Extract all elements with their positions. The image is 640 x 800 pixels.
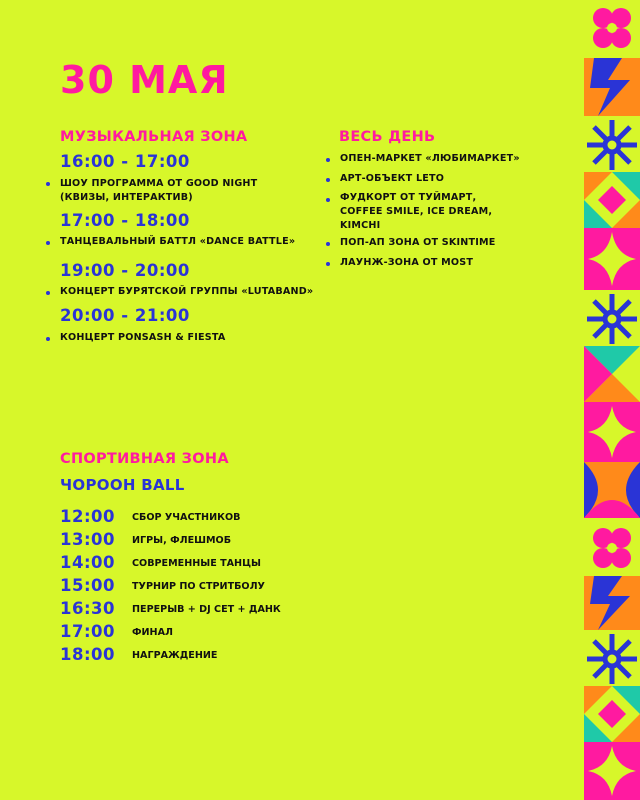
sport-time: 17:00 [60,622,116,641]
music-slot-time: 19:00 - 20:00 [60,261,190,280]
bullet-icon [46,182,50,186]
sport-activity: ТУРНИР ПО СТРИТБОЛУ [132,581,265,592]
bullet-icon [46,337,50,341]
sport-time: 15:00 [60,576,116,595]
music-slot-time: 20:00 - 21:00 [60,306,190,325]
bullet-icon [326,242,330,246]
music-slot-event: КОНЦЕРТ PONSASH & FIESTA [60,332,226,343]
all-day-item-line: KIMCHI [340,220,381,231]
bullet-icon [326,178,330,182]
all-day-item: ПОП-АП ЗОНА ОТ SKINTIME [340,237,496,248]
sport-time: 14:00 [60,553,116,572]
bullet-icon [46,291,50,295]
all-day-item: ОПЕН-МАРКЕТ «ЛЮБИМАРКЕТ» [340,153,520,164]
bullet-icon [46,241,50,245]
sport-activity: ИГРЫ, ФЛЕШМОБ [132,535,232,546]
sport-activity: СОВРЕМЕННЫЕ ТАНЦЫ [132,558,261,569]
bullet-icon [326,158,330,162]
music-slot-event-note: (КВИЗЫ, ИНТЕРАКТИВ) [60,192,193,203]
bullet-icon [326,262,330,266]
all-day-item: ФУДКОРТ ОТ ТУЙМАРТ, [340,192,477,203]
sport-time: 13:00 [60,530,116,549]
music-slot-event: КОНЦЕРТ БУРЯТСКОЙ ГРУППЫ «LUTABAND» [60,286,314,297]
sport-activity: ПЕРЕРЫВ + DJ СЕТ + ДАНК [132,604,281,615]
all-day-item: АРТ-ОБЪЕКТ LETO [340,173,445,184]
sport-activity: СБОР УЧАСТНИКОВ [132,512,241,523]
music-slot-time: 16:00 - 17:00 [60,152,190,171]
bullet-icon [326,198,330,202]
sport-time: 18:00 [60,645,116,664]
all-day-item: ЛАУНЖ-ЗОНА ОТ MOST [340,257,474,268]
music-slot-time: 17:00 - 18:00 [60,211,190,230]
music-slot-event: ШОУ ПРОГРАММА ОТ GOOD NIGHT [60,178,258,189]
music-slot-event: ТАНЦЕВАЛЬНЫЙ БАТТЛ «DANCE BATTLE» [60,236,296,247]
music-zone-heading: МУЗЫКАЛЬНАЯ ЗОНА [60,129,248,145]
sport-time: 12:00 [60,507,116,526]
all-day-heading: ВЕСЬ ДЕНЬ [339,129,436,145]
sport-time: 16:30 [60,599,116,618]
sport-activity: НАГРАЖДЕНИЕ [132,650,218,661]
page-title: 30 МАЯ [60,58,229,102]
sport-activity: ФИНАЛ [132,627,173,638]
decorative-pattern-strip [584,0,640,800]
all-day-item-line: COFFEE SMILE, ICE DREAM, [340,206,493,217]
sport-zone-heading: СПОРТИВНАЯ ЗОНА [60,451,229,467]
pattern-icon [584,0,640,800]
sport-subheading: ЧОРООН BALL [60,476,185,494]
